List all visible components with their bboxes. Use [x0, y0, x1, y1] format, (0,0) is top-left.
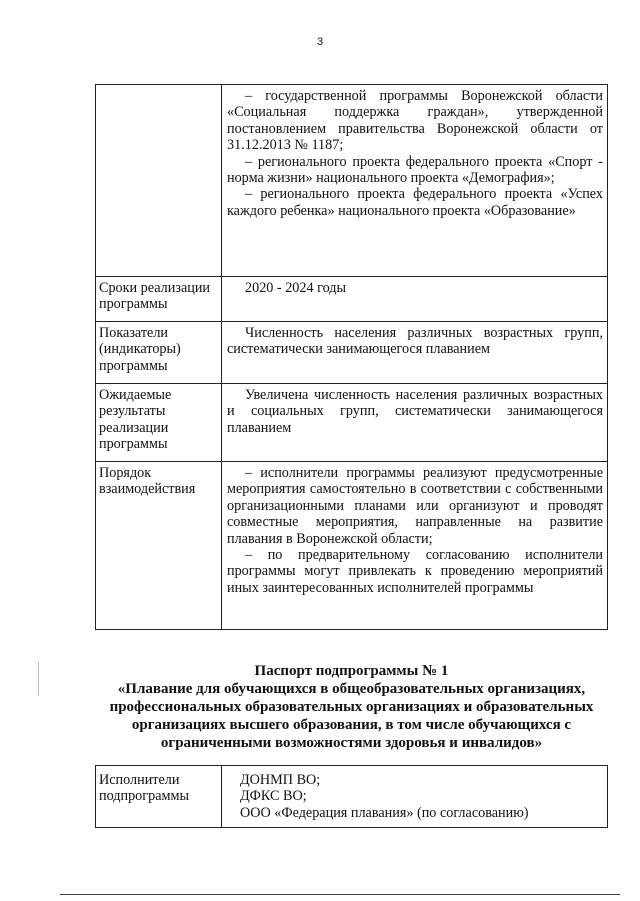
paragraph: Численность населения различных возрастных групп, систематически занимающегося плаванием — [227, 325, 603, 358]
title-line: Паспорт подпрограммы № 1 — [254, 663, 449, 679]
row-label: Ожидаемые результаты реализации программы — [96, 384, 222, 462]
list-item: – регионального проекта федерального проекта «Спорт - норма жизни» национального проекта «Демография»; — [227, 153, 603, 187]
row-content — [222, 462, 608, 630]
list-item: – регионального проекта федерального проекта «Успех каждого ребенка» национального проекта «Образование» — [227, 186, 603, 219]
margin-mark — [38, 662, 39, 696]
row-label: Показатели (индикаторы) программы — [96, 322, 222, 384]
paragraph: 2020 - 2024 годы — [245, 280, 347, 296]
executor-item: ООО «Федерация плавания» (по согласованию) — [240, 804, 529, 821]
title-line: профессиональных образовательных организациях и образовательных — [109, 699, 594, 715]
subprogram-title — [95, 662, 608, 752]
table-row — [96, 384, 608, 462]
list-item: – по предварительному согласованию исполнители программы могут привлекать к проведению мероприятий иных заинтересованных исполнителей программы — [227, 547, 603, 596]
executor-item: ДОНМП ВО; — [240, 772, 321, 788]
list-item: – исполнители программы реализуют предусмотренные мероприятия самостоятельно в соответствии с собственными организационными планами или организуют и проводят совместные мероприятия, направленные на развитие плавания в Воронежской области; — [227, 465, 603, 547]
row-label — [96, 85, 222, 277]
row-label: Исполнители подпрограммы — [96, 766, 222, 828]
program-passport-table — [95, 84, 608, 630]
title-line: ограниченными возможностями здоровья и инвалидов» — [160, 735, 543, 751]
page-number: 3 — [316, 36, 324, 48]
page-edge-line — [60, 894, 620, 895]
list-item: – государственной программы Воронежской области «Социальная поддержка граждан», утвержденной постановлением правительства Воронежской области от 31.12.2013 № 1187; — [227, 88, 603, 154]
paragraph: Увеличена численность населения различных возрастных и социальных групп, систематически занимающегося плаванием — [227, 387, 603, 436]
row-content — [222, 384, 608, 462]
table-row — [96, 322, 608, 384]
subprogram-passport-table — [95, 765, 608, 828]
table-row — [96, 462, 608, 630]
table-row — [96, 766, 608, 828]
row-content — [222, 277, 608, 322]
table-row — [96, 85, 608, 277]
row-content — [222, 766, 608, 828]
row-label: Сроки реализации программы — [96, 277, 222, 322]
row-content — [222, 322, 608, 384]
table-row — [96, 277, 608, 322]
row-content — [222, 85, 608, 277]
executor-item: ДФКС ВО; — [240, 788, 307, 805]
title-line: «Плавание для обучающихся в общеобразовательных организациях, — [117, 681, 586, 697]
row-label: Порядок взаимодействия — [96, 462, 222, 630]
title-line: организациях высшего образования, в том числе обучающихся с — [131, 717, 572, 733]
